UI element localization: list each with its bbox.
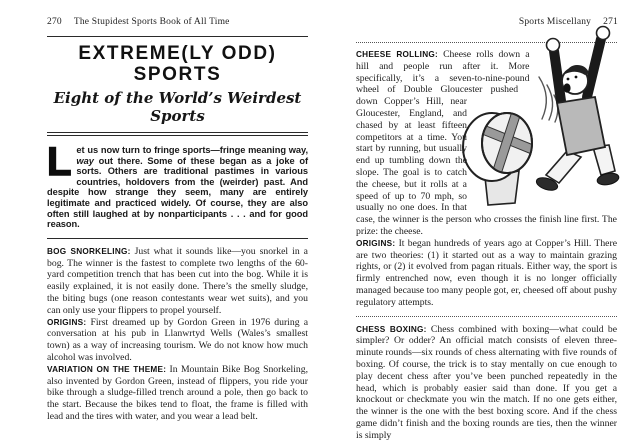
page-number-left: 270 — [47, 17, 62, 27]
section-text: Chess combined with boxing—what could be simpler? Or odder? An official match consists of eleven three-minute rounds—six rounds of chess alternating with five rounds of boxing. Of course, the trick is to stay mentally on cue enough to play decent chess after you’ve been punched repeatedly in the head, which is probably easier said than done. If you get a knockout or checkmate you win the match. If no one gets either, the winner is the one with the best boxing score. And if the chess game didn’t finish and the boxing rounds are ties, then the winner is simply — [356, 323, 618, 441]
drop-cap: L — [47, 140, 72, 184]
section-label: VARIATION ON THE THEME: — [47, 364, 167, 374]
chapter-title-line2: SPORTS — [133, 64, 222, 85]
intro-italic-word: way — [76, 155, 94, 166]
section-label: CHESS BOXING: — [356, 324, 427, 334]
section-text: First dreamed up by Gordon Green in 1976 during a conversation at his pub in Llanwrtyd Wells (Wales’s smallest town) as a way of increasing tourism. We do not know how much alcohol was involved. — [47, 316, 309, 363]
section-title-running: Sports Miscellany — [518, 17, 592, 27]
cheese-wheel-icon — [463, 111, 538, 205]
section-text: Just what it sounds like—you snorkel in a bog. The winner is the fastest to complete two lengths of the 60-yard competition trench that has been cut into the bog. While it is easily explained, it is not easily done. There’s the smelly sludge, the biting bugs (one reason contestants wear wet suits), and you can only use your flippers to propel yourself. — [47, 245, 308, 316]
left-page-column — [47, 36, 308, 423]
intro-text-2: out there. Some of these began as a joke of sorts. Others are traditional pastimes in various countries, holdovers from the (weirder) past. And despite how strange they seem, many are entirely legitimate and practiced widely. Of course, they are also often still laughed at by nonparticipants . . . and for good reason. — [47, 155, 308, 230]
book-title: The Stupidest Sports Book of All Time — [73, 17, 230, 27]
section-bog-origins — [47, 317, 308, 364]
section-text: Cheese rolls down a hill and people run after it. More specifically, it’s a seven-to-nine-pound wheel of Double Gloucester pushed down Copper’s Hill, near Gloucester, England, and chased by at least fifteen competitors at a time. You start by running, but usually end up tumbling down the slope. The goal is to catch the cheese, but it rolls at a speed of up to 70 mph, so usually no one does. In that case, the winner is the person who crosses the finish line first. The prize: the cheese. — [356, 49, 617, 237]
section-text: It began hundreds of years ago at Copper’s Hill. There are two theories: (1) it started out as a way to maintain grazing rights, or (2) it evolved from pagan rituals. Either way, the sport is firmly entrenched now, even though it is no longer officially managed because too many people got, er, cheesed off about pushy regulatory attempts. — [356, 237, 618, 308]
section-bog-variation — [47, 364, 308, 423]
running-head-left — [47, 17, 230, 27]
title-double-rule — [47, 132, 308, 136]
chapter-subtitle: Eight of the World’s Weirdest Sports — [53, 89, 302, 125]
chapter-title-line1: EXTREME(LY ODD) — [78, 43, 277, 64]
section-label: CHEESE ROLLING: — [356, 50, 438, 59]
section-label: ORIGINS: — [47, 317, 87, 327]
intro-divider-rule — [47, 238, 308, 239]
right-page-column — [356, 42, 617, 442]
running-man-icon — [535, 27, 620, 193]
section-chess-boxing — [356, 324, 617, 442]
cheese-rolling-illustration-svg — [455, 19, 631, 209]
chess-boxing-dotted-rule — [356, 316, 617, 317]
section-bog-snorkeling — [47, 246, 308, 317]
intro-paragraph — [47, 140, 308, 230]
title-top-rule — [47, 36, 308, 37]
section-cheese-rolling — [356, 49, 617, 238]
section-label: BOG SNORKELING: — [47, 246, 131, 256]
intro-text-1: et us now turn to fringe sports—fringe meaning way, — [76, 145, 308, 155]
section-text: In Mountain Bike Bog Snorkeling, also invented by Gordon Green, instead of flippers, you ride your bike through a sludge-filled trench around a pole, then go back to the start. Because the bikes tend to float, the frame is filled with lead and the tires with water, and you wear a lead belt. — [47, 363, 309, 422]
section-cheese-origins — [356, 238, 617, 309]
page-number-right: 271 — [603, 17, 618, 27]
section-label: ORIGINS: — [356, 238, 396, 248]
chapter-title — [47, 43, 308, 85]
